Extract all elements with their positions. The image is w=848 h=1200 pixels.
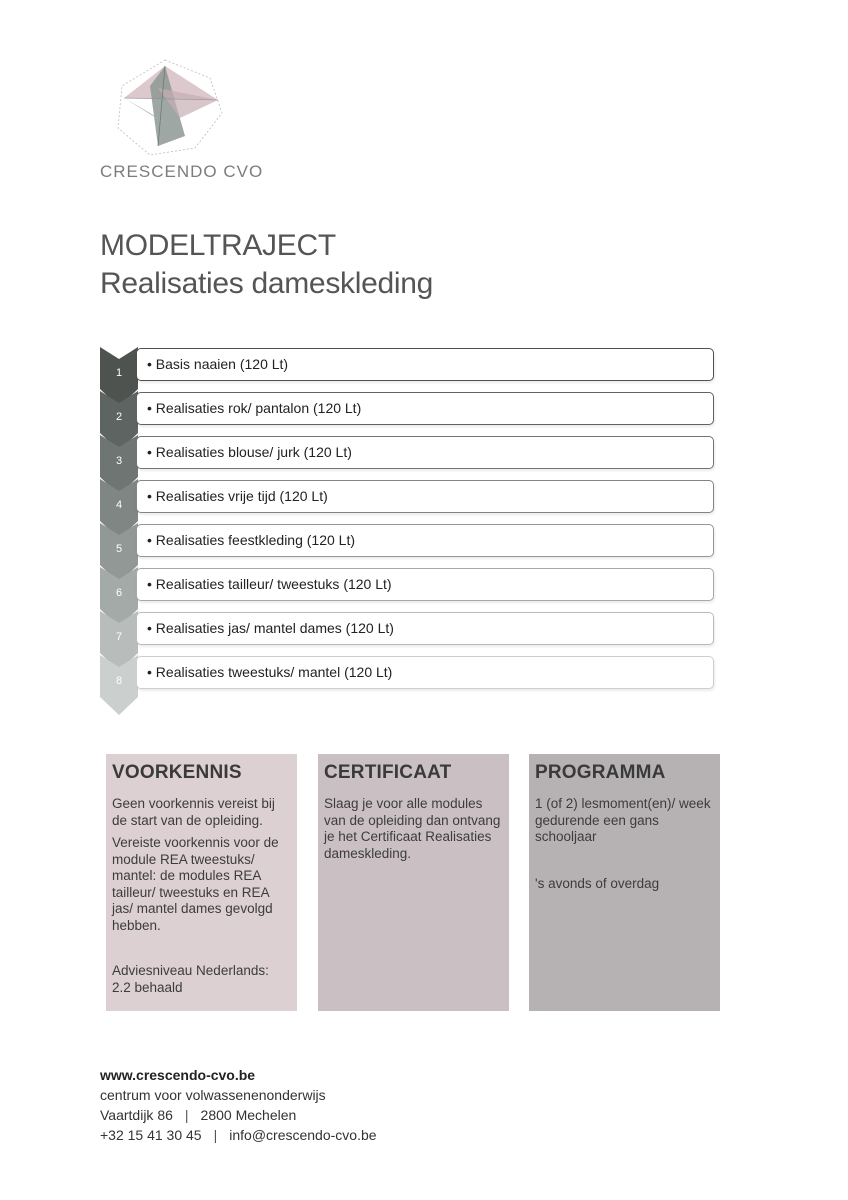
card-title: CERTIFICAAT: [324, 762, 452, 783]
step-label: • Realisaties vrije tijd (120 Lt): [147, 488, 328, 504]
step-box: [136, 480, 714, 513]
footer-contact: [100, 1125, 377, 1145]
crescendo-geometric-logo-icon: [110, 58, 225, 158]
card-text: Adviesniveau Nederlands: 2.2 behaald: [112, 963, 269, 995]
card-title: VOORKENNIS: [112, 762, 242, 783]
step-box: [136, 524, 714, 557]
step-label: • Realisaties tweestuks/ mantel (120 Lt): [147, 664, 393, 680]
card-text: Geen voorkennis vereist bij de start van de opleiding.: [112, 796, 275, 828]
card-text: 's avonds of overdag: [535, 875, 660, 891]
footer-separator: |: [213, 1127, 218, 1143]
module-steps: [100, 347, 720, 712]
step-label: • Realisaties tailleur/ tweestuks (120 Lt): [147, 576, 392, 592]
step-8: [100, 655, 720, 699]
title-line-2: Realisaties dameskleding: [100, 267, 433, 300]
step-5: [100, 523, 720, 567]
step-number: 2: [115, 411, 123, 423]
card-voorkennis: [106, 754, 297, 1011]
step-label: • Basis naaien (120 Lt): [147, 356, 289, 372]
card-text: Vereiste voorkennis voor de module REA tweestuks/ mantel: de modules REA tailleur/ tweestuks en REA jas/ mantel dames gevolgd hebben.: [112, 835, 279, 933]
footer-separator: |: [184, 1107, 189, 1123]
step-6: [100, 567, 720, 611]
step-2: [100, 391, 720, 435]
step-label: • Realisaties feestkleding (120 Lt): [147, 532, 356, 548]
logo: [100, 58, 264, 183]
card-certificaat: [318, 754, 509, 1011]
footer-address: [100, 1105, 377, 1125]
title-line-1: MODELTRAJECT: [100, 229, 336, 262]
card-text: Slaag je voor alle modules van de opleiding dan ontvang je het Certificaat Realisaties dameskleding.: [324, 796, 501, 861]
footer-email[interactable]: info@crescendo-cvo.be: [229, 1127, 377, 1143]
step-number: 3: [115, 455, 123, 467]
step-3: [100, 435, 720, 479]
card-text: 1 (of 2) lesmoment(en)/ week gedurende een gans schooljaar: [535, 796, 711, 844]
step-number: 8: [115, 675, 123, 687]
step-label: • Realisaties blouse/ jurk (120 Lt): [147, 444, 352, 460]
website-link[interactable]: www.crescendo-cvo.be: [100, 1067, 256, 1083]
step-1: [100, 347, 720, 391]
card-programma: [529, 754, 720, 1011]
step-number: 7: [115, 631, 123, 643]
step-box: [136, 656, 714, 689]
step-box: [136, 612, 714, 645]
page-title: [100, 228, 433, 304]
step-number: 6: [115, 587, 123, 599]
step-box: [136, 392, 714, 425]
step-number: 1: [115, 367, 123, 379]
footer-city: 2800 Mechelen: [200, 1107, 297, 1123]
card-title: PROGRAMMA: [535, 762, 666, 783]
footer-phone[interactable]: +32 15 41 30 45: [100, 1127, 202, 1143]
step-7: [100, 611, 720, 655]
step-box: [136, 436, 714, 469]
footer-tagline: centrum voor volwassenenonderwijs: [100, 1087, 326, 1103]
footer-street: Vaartdijk 86: [100, 1107, 173, 1123]
logo-text: CRESCENDO CVO: [100, 162, 264, 181]
step-label: • Realisaties jas/ mantel dames (120 Lt): [147, 620, 394, 636]
step-box: [136, 568, 714, 601]
step-number: 5: [115, 543, 123, 555]
footer: [100, 1065, 377, 1145]
step-4: [100, 479, 720, 523]
step-box: [136, 348, 714, 381]
step-number: 4: [115, 499, 123, 511]
step-label: • Realisaties rok/ pantalon (120 Lt): [147, 400, 362, 416]
